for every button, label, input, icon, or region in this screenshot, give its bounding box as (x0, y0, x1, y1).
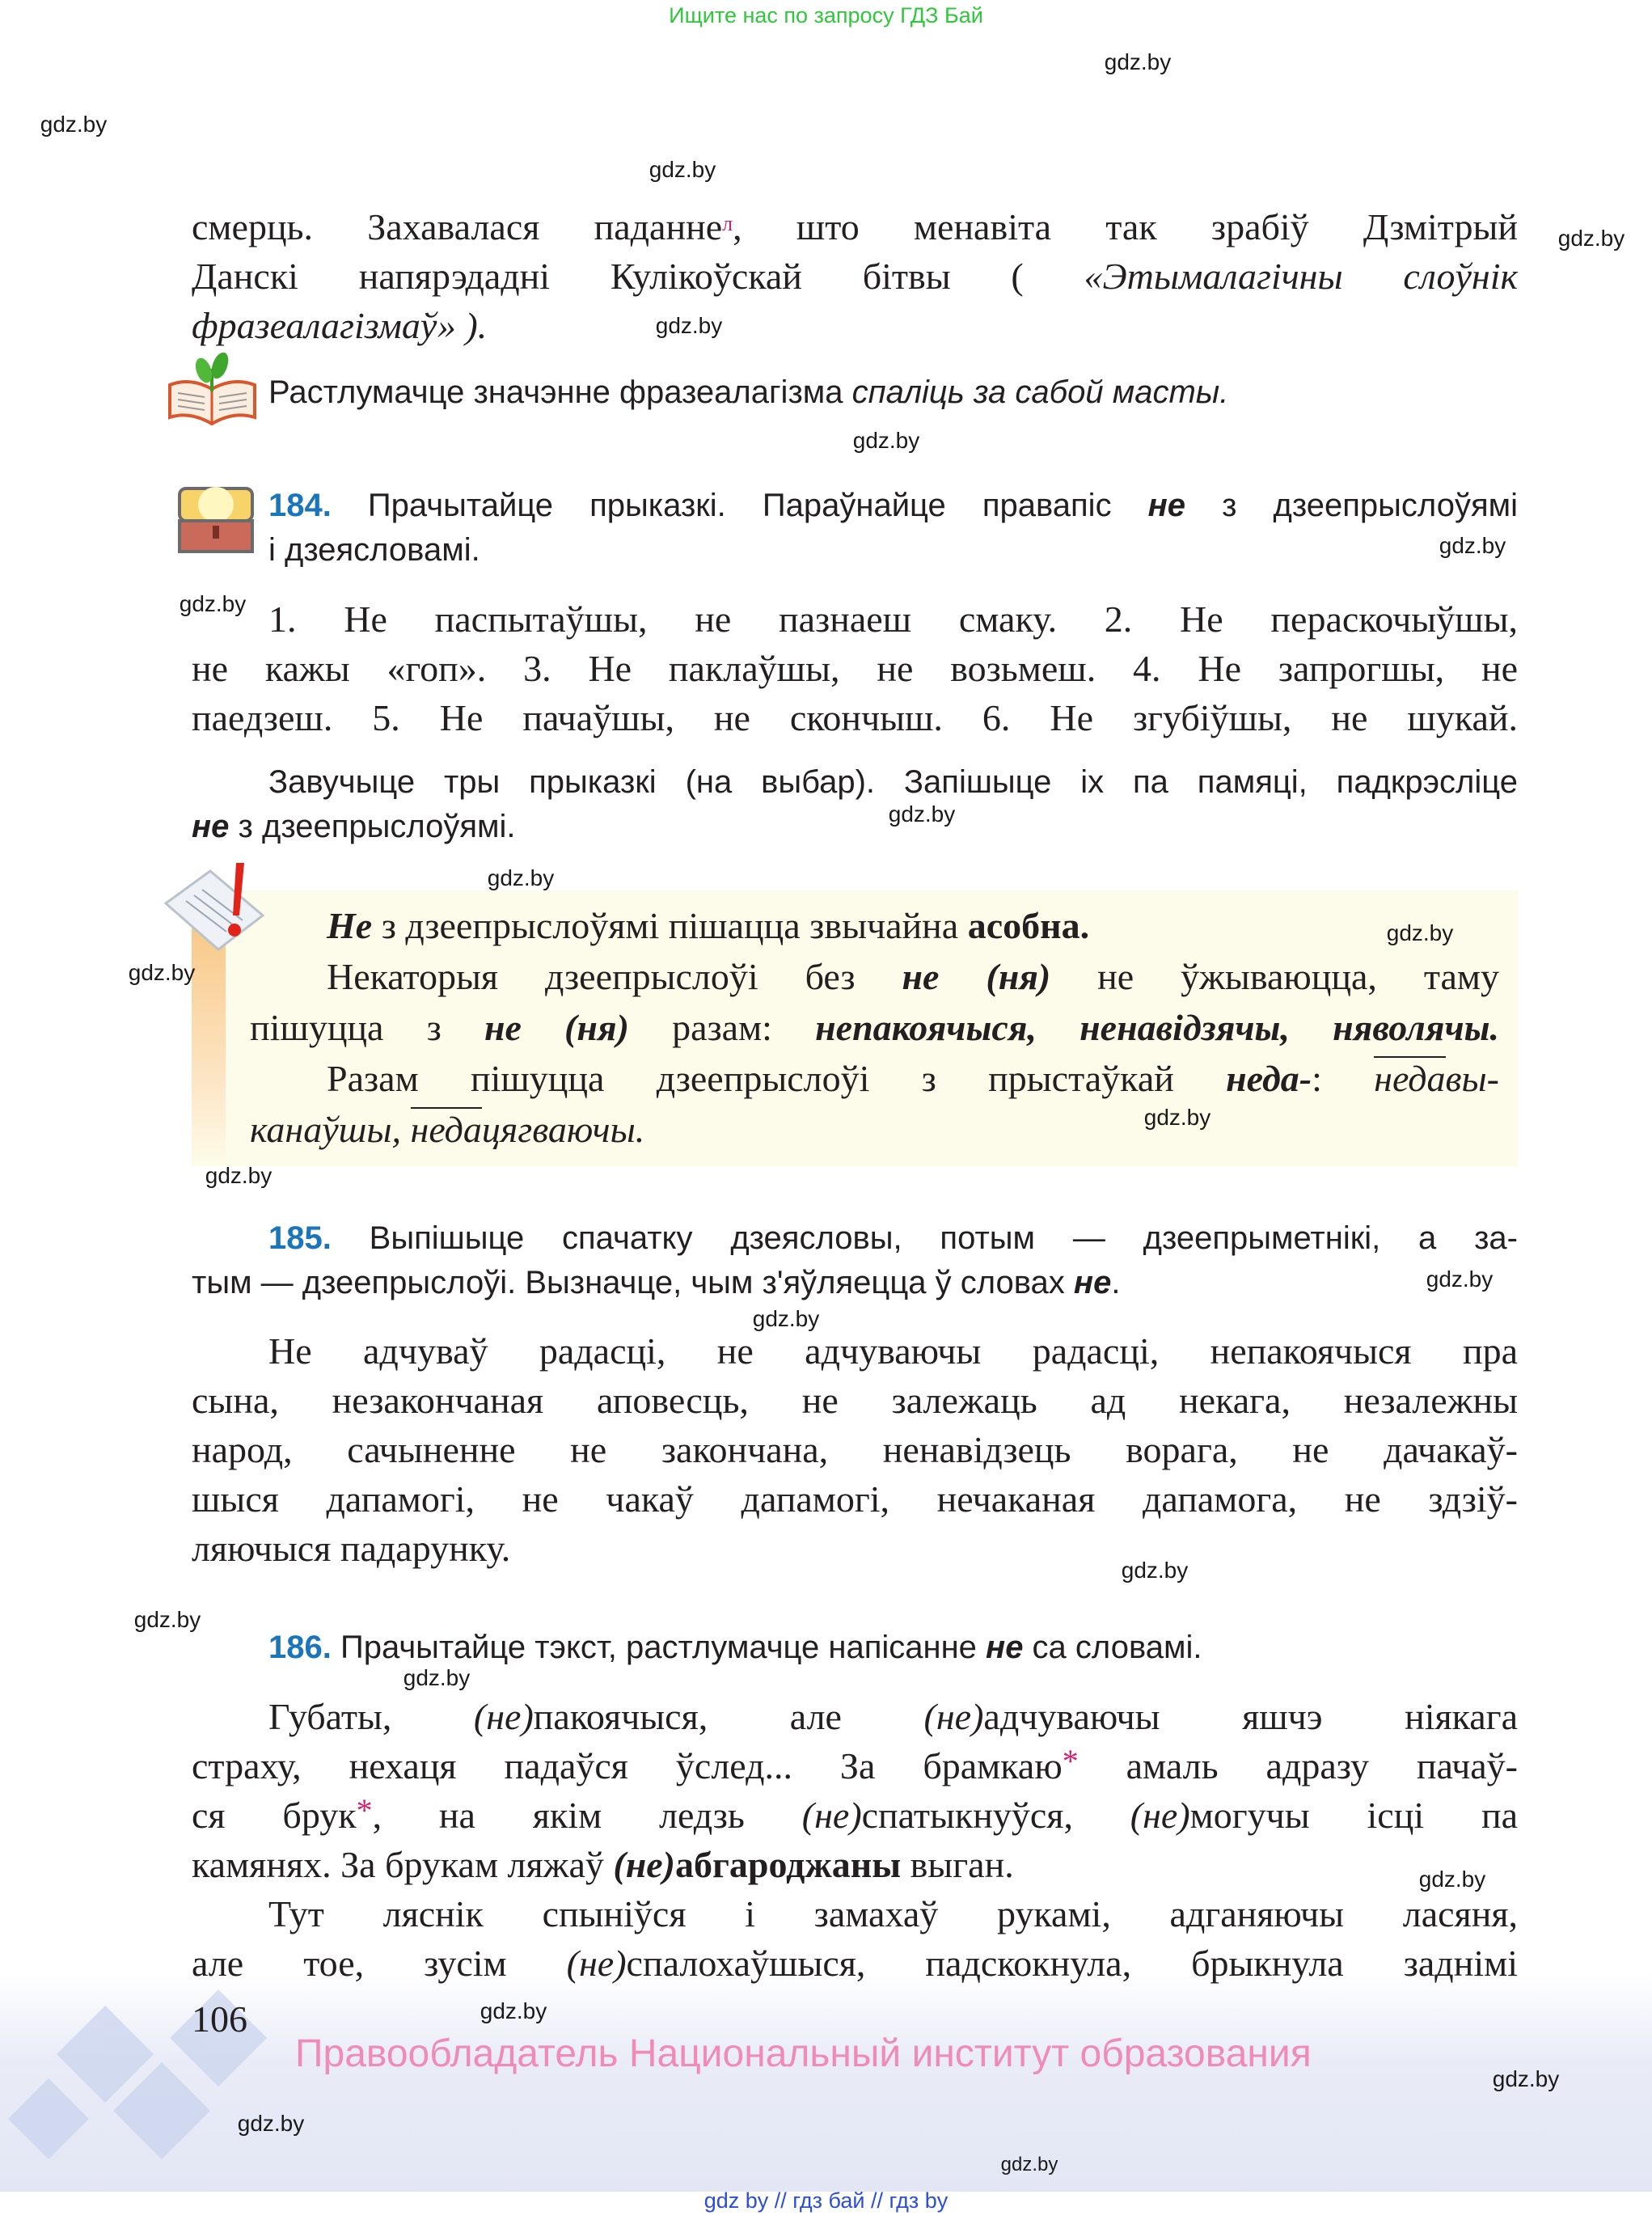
text-segment: спатыкнуўся, (861, 1795, 1130, 1836)
exercise-186-task (192, 1626, 1518, 1670)
text-segment: неда (1374, 1058, 1446, 1099)
watermark: gdz.by (1386, 920, 1454, 945)
book-plant-icon (166, 353, 259, 434)
search-hint-link[interactable]: Ищите нас по запросу ГДЗ Бай (669, 3, 983, 27)
watermark: gdz.by (128, 960, 196, 985)
text-line (192, 1626, 1518, 1670)
watermark: gdz.by (179, 591, 247, 616)
text-line (192, 301, 1518, 350)
text-line (192, 760, 1518, 805)
footer-background (0, 1973, 1652, 2192)
rule-text (250, 900, 1499, 1155)
text-segment: з дзеепрыслоўямі. (229, 809, 516, 844)
exercise-number: 186. (268, 1630, 332, 1665)
text-segment: тым — дзеепрыслоўі. Вызначце, чым з'яўляецца ў словах (192, 1265, 1074, 1300)
intro-paragraph (192, 202, 1518, 350)
text-segment: Прачытайце прыказкі. Параўнайце правапіс (331, 488, 1148, 523)
text-segment: 1. Не паспытаўшы, не пазнаеш смаку. 2. Не пераскочыўшы, (268, 598, 1518, 640)
watermark: gdz.by (237, 2111, 305, 2136)
watermark: gdz.by (1418, 1867, 1486, 1892)
text-segment: не (192, 809, 230, 844)
text-segment: народ, сачыненне не закончана, ненавідзець ворага, не дачакаў- (192, 1429, 1518, 1470)
text-segment: могучы ісці па (1189, 1795, 1519, 1836)
text-line (192, 202, 1518, 252)
text-segment: адчуваючы яшчэ ніякага (983, 1696, 1519, 1737)
text-segment: не (ня) (484, 1007, 629, 1048)
text-line (192, 1939, 1518, 1988)
text-segment: камянях. За брукам ляжаў (192, 1844, 614, 1885)
text-segment: і дзеясловамі. (268, 532, 480, 568)
watermark: gdz.by (852, 428, 920, 453)
text-line (192, 1741, 1518, 1791)
text-line (250, 951, 1499, 1002)
text-segment: Прачытайце тэкст, растлумачце напісанне (331, 1630, 987, 1665)
text-segment: непакоячыся, ненавідзячы, няволячы. (815, 1007, 1500, 1048)
text-segment: вы- (1445, 1058, 1499, 1099)
watermark: gdz.by (133, 1607, 201, 1632)
text-line (250, 1104, 1499, 1155)
footnote-marker: * (356, 1792, 373, 1829)
text-segment: смерць. Захавалася паданне (192, 206, 723, 247)
exercise-185-text (192, 1326, 1518, 1573)
text-segment: (не) (566, 1943, 627, 1984)
text-line (268, 528, 1518, 573)
exercise-184-task (268, 484, 1518, 573)
watermark: gdz.by (649, 157, 716, 182)
text-segment: фразеалагізмаў» ). (192, 305, 488, 346)
text-segment: шыся дапамогі, не чакаў дапамогі, нечаканая дапамога, не здзіў- (192, 1478, 1518, 1520)
watermark: gdz.by (205, 1163, 273, 1188)
text-line (192, 805, 1518, 849)
text-line (192, 1692, 1518, 1741)
text-line (192, 1524, 1518, 1573)
footnote-marker: л (722, 212, 733, 235)
exercise-184-followup (192, 760, 1518, 849)
exercise-185-task (192, 1216, 1518, 1305)
text-segment: не (1073, 1265, 1112, 1300)
text-line (268, 484, 1518, 528)
text-line (192, 1376, 1518, 1425)
text-segment: ся брук (192, 1795, 357, 1836)
text-segment: канаўшы, (250, 1109, 411, 1150)
text-line (192, 1216, 1518, 1261)
text-segment: (не) (473, 1696, 534, 1737)
text-line (192, 1889, 1518, 1939)
watermark: gdz.by (1121, 1558, 1189, 1583)
text-segment: Не (327, 905, 373, 946)
text-line (192, 594, 1518, 644)
text-segment: не (1147, 488, 1186, 523)
text-segment: Губаты, (268, 1696, 474, 1737)
text-segment: Данскі напярэдадні Кулікоўскай бітвы ( (192, 256, 1084, 297)
treasure-chest-icon (176, 480, 256, 559)
text-segment: з дзеепрыслоўямі (1185, 488, 1518, 523)
text-segment: пакоячыся, але (533, 1696, 924, 1737)
text-segment: спаліць за сабой масты. (851, 374, 1229, 410)
watermark: gdz.by (1557, 226, 1625, 251)
text-segment: абгароджаны (674, 1844, 902, 1885)
text-segment: не (ня) (902, 956, 1051, 997)
text-segment: разам: (628, 1007, 816, 1048)
text-segment: Не адчуваў радасці, не адчуваючы радасці, непакоячыся пра (268, 1330, 1518, 1372)
text-segment: : (1312, 1058, 1375, 1099)
text-line (250, 1002, 1499, 1053)
text-segment: не ўжываюцца, таму (1050, 956, 1500, 997)
watermark: gdz.by (1492, 2066, 1560, 2091)
text-line (268, 370, 1518, 415)
text-segment: Тут ляснік спыніўся і замахаў рукамі, адганяючы ласяня, (268, 1893, 1518, 1934)
watermark: gdz.by (1000, 2154, 1058, 2175)
exercise-184-proverbs (192, 594, 1518, 742)
text-segment: пішуцца з (250, 1007, 484, 1048)
watermark: gdz.by (752, 1306, 820, 1331)
text-segment: асобна. (967, 905, 1090, 946)
text-segment: Некаторыя дзеепрыслоўі без (327, 956, 902, 997)
bottom-links[interactable]: gdz by // гдз бай // гдз by (703, 2188, 949, 2213)
watermark: gdz.by (655, 313, 723, 338)
watermark: gdz.by (480, 1998, 547, 2023)
text-segment: Растлумачце значэнне фразеалагізма (268, 374, 852, 410)
text-line (192, 1840, 1518, 1889)
exercise-186-text (192, 1692, 1518, 1988)
text-segment: (не) (613, 1844, 675, 1885)
text-segment: , што менавіта так зрабіў Дзмітрый (733, 206, 1518, 247)
text-segment: са словамі. (1023, 1630, 1202, 1665)
watermark: gdz.by (1143, 1105, 1211, 1130)
text-line (192, 1261, 1518, 1305)
exercise-number: 184. (268, 488, 332, 523)
exercise-number: 185. (268, 1220, 332, 1256)
watermark: gdz.by (1439, 533, 1506, 558)
text-segment: не (986, 1630, 1024, 1665)
text-line (192, 693, 1518, 742)
text-line (250, 1053, 1499, 1104)
text-segment: цягваючы. (481, 1109, 645, 1150)
watermark: gdz.by (40, 112, 108, 137)
text-line (192, 1791, 1518, 1840)
watermark: gdz.by (1104, 49, 1172, 74)
text-segment: выган. (901, 1844, 1014, 1885)
text-segment: , на якім ледзь (372, 1795, 802, 1836)
text-segment: не кажы «гоп». 3. Не паклаўшы, не возьмеш. 4. Не запрогшы, не (192, 648, 1518, 689)
text-segment: паедзеш. 5. Не пачаўшы, не скончыш. 6. Не згубіўшы, не шукай. (192, 697, 1518, 738)
watermark: gdz.by (403, 1665, 471, 1690)
rights-holder: Правообладатель Национальный институт образования (295, 2032, 1312, 2075)
text-segment: . (1111, 1265, 1121, 1300)
text-line (192, 1474, 1518, 1524)
text-segment: спалохаўшыся, падскокнула, брыкнула заднімі (626, 1943, 1518, 1984)
text-segment: неда- (1226, 1058, 1312, 1099)
text-segment: (не) (801, 1795, 862, 1836)
text-segment: але тое, зусім (192, 1943, 567, 1984)
text-line (192, 1326, 1518, 1376)
text-segment: Завучыце тры прыказкі (на выбар). Запішыце іх па памяці, падкрэсліце (268, 764, 1518, 800)
explain-task (268, 370, 1518, 415)
text-segment: ляючыся падарунку. (192, 1528, 511, 1569)
page-number: 106 (192, 1998, 247, 2040)
watermark: gdz.by (487, 865, 555, 890)
text-segment: (не) (1130, 1795, 1190, 1836)
text-segment: сына, незакончаная аповесць, не залежаць ад некага, незалежны (192, 1380, 1518, 1421)
text-segment: Разам пішуцца дзеепрыслоўі з прыстаўкай (327, 1058, 1227, 1099)
text-segment: «Этымалагічны слоўнік (1084, 256, 1519, 297)
text-line (192, 644, 1518, 693)
text-segment: з дзеепрыслоўямі пішацца звычайна (372, 905, 968, 946)
text-line (250, 900, 1499, 951)
watermark: gdz.by (1426, 1266, 1494, 1292)
text-segment: страху, нехаця падаўся ўслед... За брамкаю (192, 1745, 1063, 1786)
text-segment: Выпішыце спачатку дзеясловы, потым — дзеепрыметнікі, а за- (331, 1220, 1518, 1256)
watermark: gdz.by (888, 801, 956, 827)
text-segment: амаль адразу пачаў- (1078, 1745, 1518, 1786)
footnote-marker: * (1062, 1743, 1079, 1779)
text-segment: неда (410, 1109, 482, 1150)
text-line (192, 1425, 1518, 1474)
text-line (192, 252, 1518, 301)
text-segment: (не) (923, 1696, 984, 1737)
